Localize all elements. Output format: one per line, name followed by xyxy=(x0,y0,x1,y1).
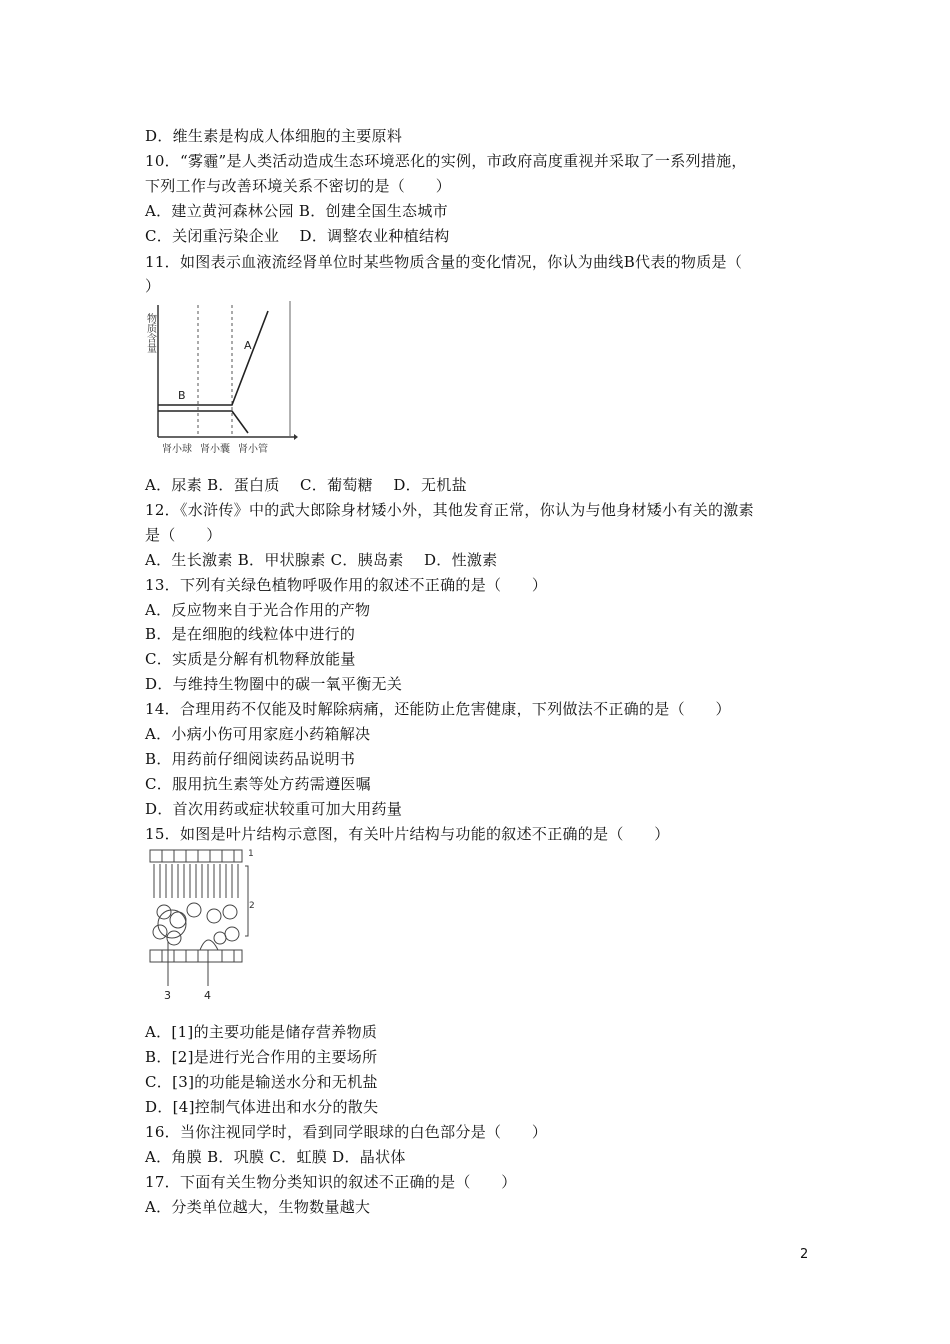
options-line: A．尿素 B．蛋白质 C．葡萄糖 D．无机盐 xyxy=(145,476,467,494)
page-number: 2 xyxy=(800,1247,809,1262)
question-10: 10．“雾霾”是人类活动造成生态环境恶化的实例，市政府高度重视并采取了一系列措施， xyxy=(145,152,747,170)
option-c: C．[3]的功能是输送水分和无机盐 xyxy=(145,1073,378,1091)
option-d: D．首次用药或症状较重可加大用药量 xyxy=(145,800,403,818)
question-13: 13．下列有关绿色植物呼吸作用的叙述不正确的是（ ） xyxy=(145,576,548,594)
option-a: A．分类单位越大，生物数量越大 xyxy=(145,1198,371,1216)
text-line: 是（ ） xyxy=(145,526,222,544)
curve-a-label: A xyxy=(244,339,252,352)
option-b: B．是在细胞的线粒体中进行的 xyxy=(145,625,356,643)
option-b: B．[2]是进行光合作用的主要场所 xyxy=(145,1048,378,1066)
option-c: C．实质是分解有机物释放能量 xyxy=(145,650,356,668)
question-16: 16．当你注视同学时，看到同学眼球的白色部分是（ ） xyxy=(145,1123,548,1141)
option-d: D．与维持生物圈中的碳一氧平衡无关 xyxy=(145,675,403,693)
x-label-glomerulus: 肾小球 xyxy=(162,444,192,455)
options-line: A．角膜 B．巩膜 C．虹膜 D．晶状体 xyxy=(145,1148,406,1166)
x-label-tubule: 肾小管 xyxy=(238,444,268,455)
leaf-label-4: 4 xyxy=(204,989,211,1002)
x-label-capsule: 肾小囊 xyxy=(200,444,230,455)
option-c: C．服用抗生素等处方药需遵医嘱 xyxy=(145,775,371,793)
question-14: 14．合理用药不仅能及时解除病痛，还能防止危害健康，下列做法不正确的是（ ） xyxy=(145,700,731,718)
text-line: 下列工作与改善环境关系不密切的是（ ） xyxy=(145,177,452,195)
option-d: D．[4]控制气体进出和水分的散失 xyxy=(145,1098,379,1116)
text-line: D．维生素是构成人体细胞的主要原料 xyxy=(145,127,403,145)
option-a: A．反应物来自于光合作用的产物 xyxy=(145,601,371,619)
curve-b-label: B xyxy=(178,389,186,402)
leaf-structure-diagram xyxy=(146,846,258,1002)
question-15: 15．如图是叶片结构示意图，有关叶片结构与功能的叙述不正确的是（ ） xyxy=(145,825,670,843)
options-line: A．生长激素 B．甲状腺素 C．胰岛素 D．性激素 xyxy=(145,551,498,569)
option-a: A．小病小伤可用家庭小药箱解决 xyxy=(145,725,371,743)
y-axis-label: 物质含量 xyxy=(144,313,156,353)
leaf-label-1: 1 xyxy=(248,849,254,859)
kidney-substance-graph xyxy=(144,297,298,467)
text-line: ） xyxy=(145,277,161,295)
leaf-label-3: 3 xyxy=(164,989,171,1002)
question-12: 12．《水浒传》中的武大郎除身材矮小外，其他发育正常，你认为与他身材矮小有关的激素 xyxy=(145,501,754,519)
question-11: 11．如图表示血液流经肾单位时某些物质含量的变化情况，你认为曲线B代表的物质是（ xyxy=(145,253,743,271)
options-line: A．建立黄河森林公园 B．创建全国生态城市 xyxy=(145,202,448,220)
option-a: A．[1]的主要功能是储存营养物质 xyxy=(145,1023,378,1041)
options-line: C．关闭重污染企业 D．调整农业种植结构 xyxy=(145,227,450,245)
option-b: B．用药前仔细阅读药品说明书 xyxy=(145,750,356,768)
question-17: 17．下面有关生物分类知识的叙述不正确的是（ ） xyxy=(145,1173,517,1191)
leaf-label-2: 2 xyxy=(249,901,255,911)
